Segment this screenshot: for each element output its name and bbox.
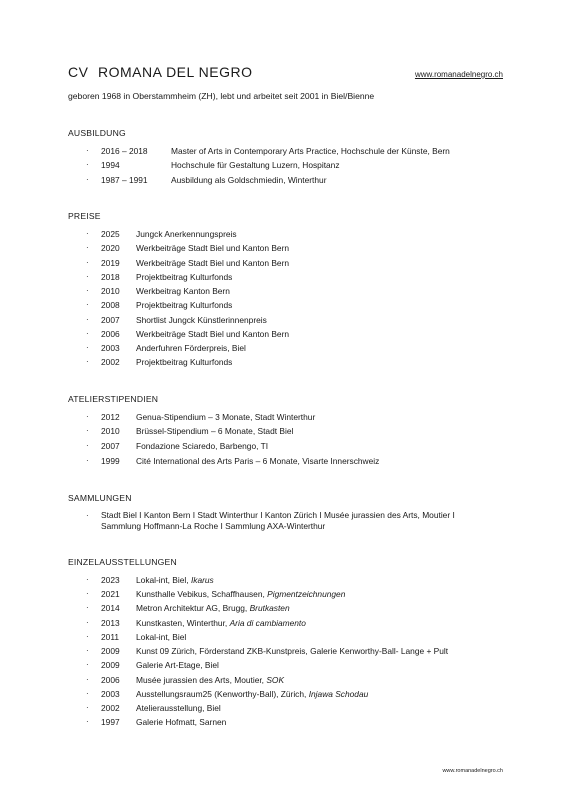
item-text: Shortlist Jungck Künstlerinnenpreis — [136, 315, 267, 325]
item-text — [136, 632, 186, 642]
collections-line: Stadt Biel I Kanton Bern I Stadt Winterthur I Kanton Zürich I Musée jurassien des Arts, Moutier I — [101, 510, 455, 520]
item-text: Projektbeitrag Kulturfonds — [136, 357, 233, 367]
item-text: Hochschule für Gestaltung Luzern, Hospitanz — [171, 160, 340, 170]
bullet: · — [86, 589, 89, 598]
item-year: 2003 — [101, 343, 120, 353]
cv-label: CV — [68, 64, 89, 80]
item-text — [136, 618, 306, 628]
item-year: 2002 — [101, 357, 120, 367]
intro-text: geboren 1968 in Oberstammheim (ZH), lebt und arbeitet seit 2001 in Biel/Bienne — [68, 91, 375, 101]
item-text — [136, 717, 226, 727]
item-venue: Metron Architektur AG, Brugg, — [136, 603, 250, 613]
item-text: Anderfuhren Förderpreis, Biel — [136, 343, 246, 353]
bullet: · — [86, 632, 89, 641]
bullet: · — [86, 456, 89, 465]
section-title-sammlungen: SAMMLUNGEN — [68, 493, 132, 503]
item-title: Aria di cambiamento — [229, 618, 306, 628]
item-text — [136, 603, 290, 613]
item-venue: Musée jurassien des Arts, Moutier, — [136, 675, 267, 685]
bullet: · — [86, 315, 89, 324]
bullet: · — [86, 618, 89, 627]
item-year: 1987 – 1991 — [101, 175, 148, 185]
item-text: Cité International des Arts Paris – 6 Monate, Visarte Innerschweiz — [136, 456, 380, 466]
item-year: 2020 — [101, 243, 120, 253]
section-title-atelierstipendien: ATELIERSTIPENDIEN — [68, 394, 159, 404]
item-text: Fondazione Sciaredo, Barbengo, TI — [136, 441, 269, 451]
item-year: 2019 — [101, 258, 120, 268]
section-title-ausbildung: AUSBILDUNG — [68, 128, 126, 138]
item-text — [136, 646, 448, 656]
item-year: 2010 — [101, 426, 120, 436]
website-link[interactable]: www.romanadelnegro.ch — [414, 70, 503, 79]
item-text: Genua-Stipendium – 3 Monate, Stadt Winterthur — [136, 412, 316, 422]
item-year: 2021 — [101, 589, 120, 599]
item-text — [136, 675, 284, 685]
item-year: 1999 — [101, 456, 120, 466]
artist-name: ROMANA DEL NEGRO — [98, 64, 253, 80]
section-title-einzelausstellungen: EINZELAUSSTELLUNGEN — [68, 557, 177, 567]
item-text: Projektbeitrag Kulturfonds — [136, 272, 233, 282]
item-year: 2008 — [101, 300, 120, 310]
bullet: · — [86, 441, 89, 450]
item-text: Brüssel-Stipendium – 6 Monate, Stadt Biel — [136, 426, 294, 436]
item-year: 2006 — [101, 329, 120, 339]
item-year: 2007 — [101, 315, 120, 325]
item-year: 2025 — [101, 229, 120, 239]
item-year: 2011 — [101, 632, 120, 642]
item-year: 2012 — [101, 412, 120, 422]
bullet: · — [86, 511, 89, 520]
bullet: · — [86, 660, 89, 669]
bullet: · — [86, 229, 89, 238]
item-title: SOK — [266, 675, 285, 685]
item-year: 2013 — [101, 618, 120, 628]
item-title: Ikarus — [190, 575, 214, 585]
item-text: Ausbildung als Goldschmiedin, Winterthur — [171, 175, 327, 185]
bullet: · — [86, 300, 89, 309]
bullet: · — [86, 412, 89, 421]
item-venue: Kunsthalle Vebikus, Schaffhausen, — [136, 589, 268, 599]
item-year: 2014 — [101, 603, 120, 613]
item-venue: Lokal-int, Biel — [136, 632, 187, 642]
item-year: 2006 — [101, 675, 120, 685]
bullet: · — [86, 272, 89, 281]
bullet: · — [86, 146, 89, 155]
item-text: Werkbeiträge Stadt Biel und Kanton Bern — [136, 243, 290, 253]
item-year: 2002 — [101, 703, 120, 713]
bullet: · — [86, 243, 89, 252]
item-venue: Atelierausstellung, Biel — [136, 703, 221, 713]
bullet: · — [86, 717, 89, 726]
item-text: Jungck Anerkennungspreis — [136, 229, 237, 239]
item-year: 2009 — [101, 660, 120, 670]
item-year: 2018 — [101, 272, 120, 282]
footer-website: www.romanadelnegro.ch — [442, 768, 503, 774]
item-title: Brutkasten — [249, 603, 290, 613]
bullet: · — [86, 175, 89, 184]
bullet: · — [86, 689, 89, 698]
bullet: · — [86, 343, 89, 352]
item-year: 2023 — [101, 575, 120, 585]
collections-line: Sammlung Hoffmann-La Roche I Sammlung AXA-Winterthur — [101, 521, 326, 531]
item-title: Injawa Schodau — [308, 689, 369, 699]
item-year: 2016 – 2018 — [101, 146, 148, 156]
bullet: · — [86, 426, 89, 435]
bullet: · — [86, 703, 89, 712]
bullet: · — [86, 675, 89, 684]
bullet: · — [86, 329, 89, 338]
item-text — [136, 575, 214, 585]
item-year: 1997 — [101, 717, 120, 727]
item-venue: Kunstkasten, Winterthur, — [136, 618, 230, 628]
header — [68, 64, 503, 86]
item-year: 2007 — [101, 441, 120, 451]
item-text: Werkbeitrag Kanton Bern — [136, 286, 230, 296]
item-venue: Lokal-int, Biel, — [136, 575, 191, 585]
bullet: · — [86, 258, 89, 267]
item-text: Projektbeitrag Kulturfonds — [136, 300, 233, 310]
item-text: Werkbeiträge Stadt Biel und Kanton Bern — [136, 258, 290, 268]
item-venue: Kunst 09 Zürich, Förderstand ZKB-Kunstpreis, Galerie Kenworthy-Ball- Lange + Pult — [136, 646, 449, 656]
item-year: 1994 — [101, 160, 120, 170]
item-text — [136, 689, 368, 699]
bullet: · — [86, 646, 89, 655]
item-venue: Ausstellungsraum25 (Kenworthy-Ball), Zürich, — [136, 689, 309, 699]
item-text: Master of Arts in Contemporary Arts Practice, Hochschule der Künste, Bern — [171, 146, 450, 156]
bullet: · — [86, 575, 89, 584]
section-title-preise: PREISE — [68, 211, 101, 221]
item-text — [136, 660, 219, 670]
item-text — [136, 589, 345, 599]
item-text: Werkbeiträge Stadt Biel und Kanton Bern — [136, 329, 290, 339]
bullet: · — [86, 357, 89, 366]
item-title: Pigmentzeichnungen — [267, 589, 346, 599]
bullet: · — [86, 603, 89, 612]
item-venue: Galerie Art-Etage, Biel — [136, 660, 219, 670]
collections-list — [86, 510, 506, 534]
bullet: · — [86, 160, 89, 169]
collections-text — [101, 510, 506, 532]
item-venue: Galerie Hofmatt, Sarnen — [136, 717, 227, 727]
item-year: 2009 — [101, 646, 120, 656]
item-year: 2010 — [101, 286, 120, 296]
bullet: · — [86, 286, 89, 295]
item-text — [136, 703, 221, 713]
item-year: 2003 — [101, 689, 120, 699]
